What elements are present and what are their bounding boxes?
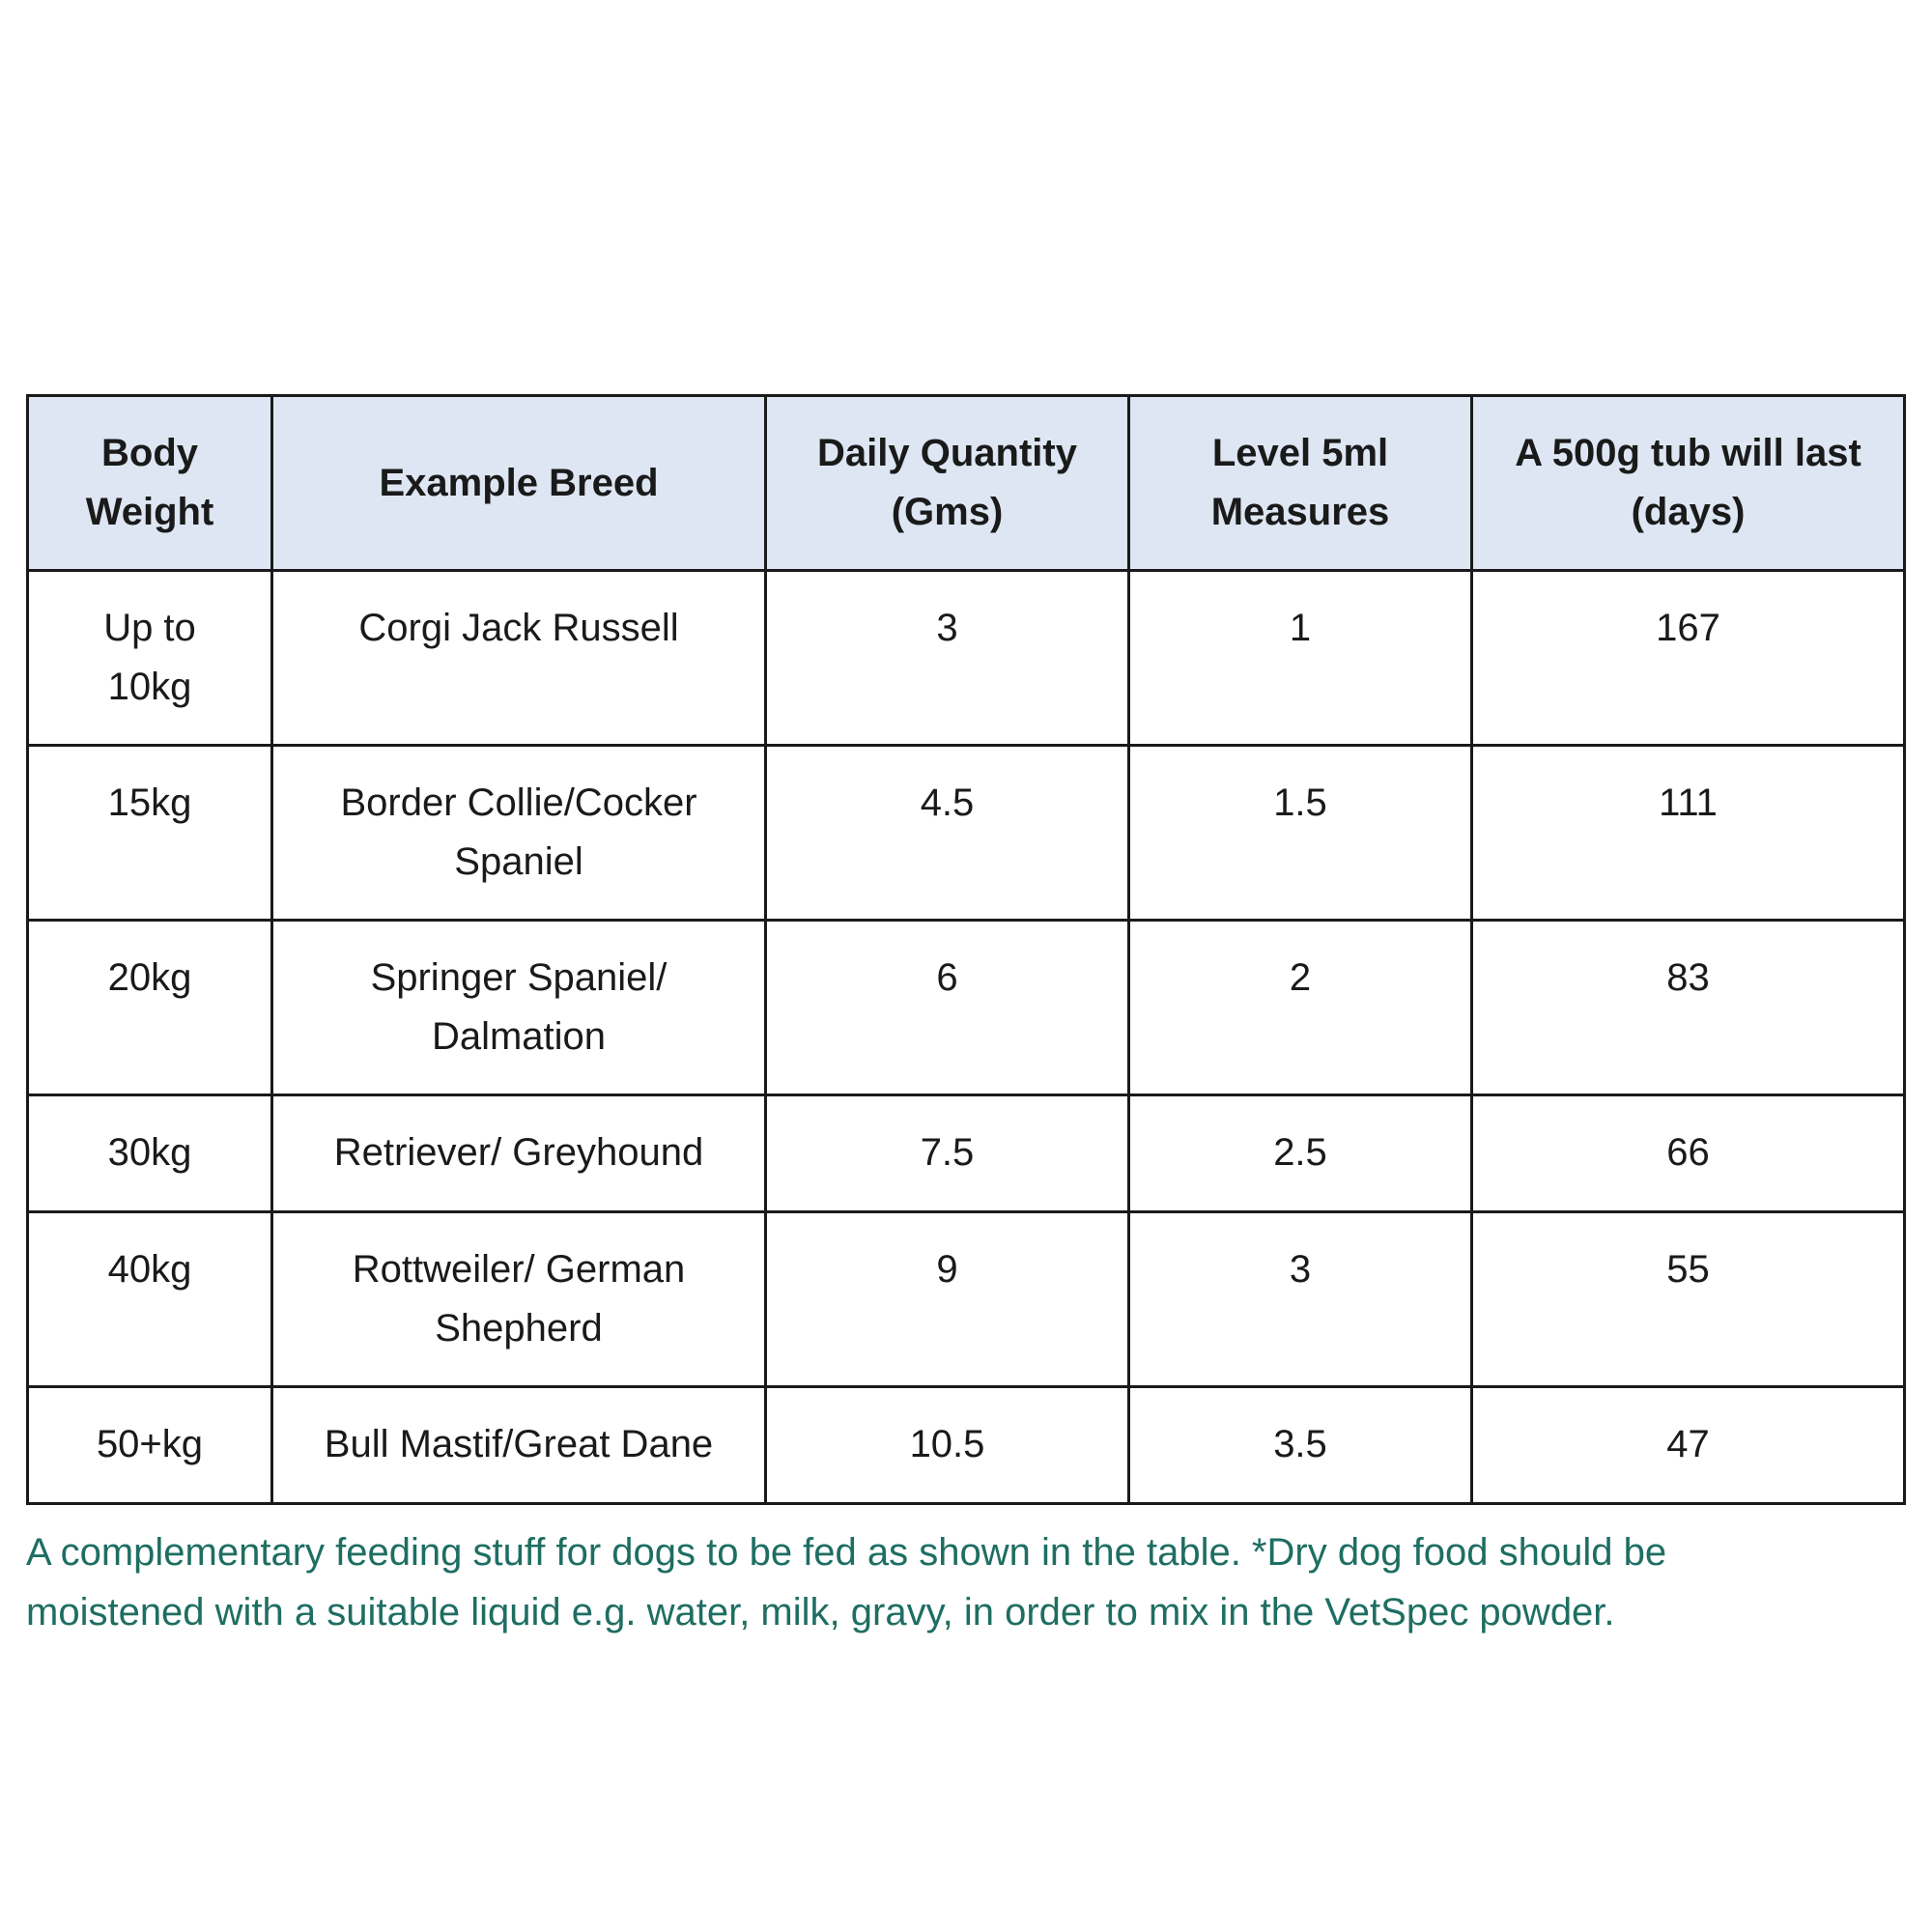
table-row bbox=[28, 921, 1905, 1095]
header-tub-days: A 500g tub will last (days) bbox=[1472, 396, 1905, 571]
cell-breed: Springer Spaniel/ Dalmation bbox=[272, 921, 766, 1095]
cell-days: 111 bbox=[1472, 746, 1905, 921]
cell-breed: Retriever/ Greyhound bbox=[272, 1095, 766, 1212]
table-row bbox=[28, 746, 1905, 921]
header-level-measures: Level 5ml Measures bbox=[1129, 396, 1472, 571]
cell-breed: Border Collie/Cocker Spaniel bbox=[272, 746, 766, 921]
cell-measures: 3.5 bbox=[1129, 1387, 1472, 1504]
table-row bbox=[28, 1095, 1905, 1212]
cell-daily-gms: 4.5 bbox=[766, 746, 1129, 921]
cell-breed: Bull Mastif/Great Dane bbox=[272, 1387, 766, 1504]
cell-measures: 2 bbox=[1129, 921, 1472, 1095]
header-daily-quantity: Daily Quantity (Gms) bbox=[766, 396, 1129, 571]
header-row bbox=[28, 396, 1905, 571]
header-body-weight: Body Weight bbox=[28, 396, 272, 571]
cell-daily-gms: 3 bbox=[766, 571, 1129, 746]
feeding-guide-table bbox=[26, 394, 1906, 1505]
cell-measures: 2.5 bbox=[1129, 1095, 1472, 1212]
cell-measures: 1.5 bbox=[1129, 746, 1472, 921]
cell-breed: Corgi Jack Russell bbox=[272, 571, 766, 746]
feeding-caption bbox=[26, 1522, 1861, 1642]
cell-daily-gms: 9 bbox=[766, 1212, 1129, 1387]
caption-line-1: A complementary feeding stuff for dogs to be fed as shown in the table. *Dry dog food should be bbox=[26, 1531, 1667, 1574]
cell-weight: 50+kg bbox=[28, 1387, 272, 1504]
table-row bbox=[28, 1212, 1905, 1387]
cell-daily-gms: 10.5 bbox=[766, 1387, 1129, 1504]
cell-weight: 30kg bbox=[28, 1095, 272, 1212]
table-row bbox=[28, 571, 1905, 746]
caption-line-2: moistened with a suitable liquid e.g. water, milk, gravy, in order to mix in the VetSpec powder. bbox=[26, 1591, 1615, 1634]
cell-days: 55 bbox=[1472, 1212, 1905, 1387]
cell-weight: 40kg bbox=[28, 1212, 272, 1387]
cell-breed: Rottweiler/ German Shepherd bbox=[272, 1212, 766, 1387]
cell-days: 47 bbox=[1472, 1387, 1905, 1504]
cell-days: 83 bbox=[1472, 921, 1905, 1095]
cell-days: 66 bbox=[1472, 1095, 1905, 1212]
cell-days: 167 bbox=[1472, 571, 1905, 746]
cell-daily-gms: 7.5 bbox=[766, 1095, 1129, 1212]
cell-measures: 3 bbox=[1129, 1212, 1472, 1387]
cell-weight: 20kg bbox=[28, 921, 272, 1095]
cell-weight: Up to 10kg bbox=[28, 571, 272, 746]
header-example-breed: Example Breed bbox=[272, 396, 766, 571]
cell-daily-gms: 6 bbox=[766, 921, 1129, 1095]
cell-measures: 1 bbox=[1129, 571, 1472, 746]
table-row bbox=[28, 1387, 1905, 1504]
cell-weight: 15kg bbox=[28, 746, 272, 921]
